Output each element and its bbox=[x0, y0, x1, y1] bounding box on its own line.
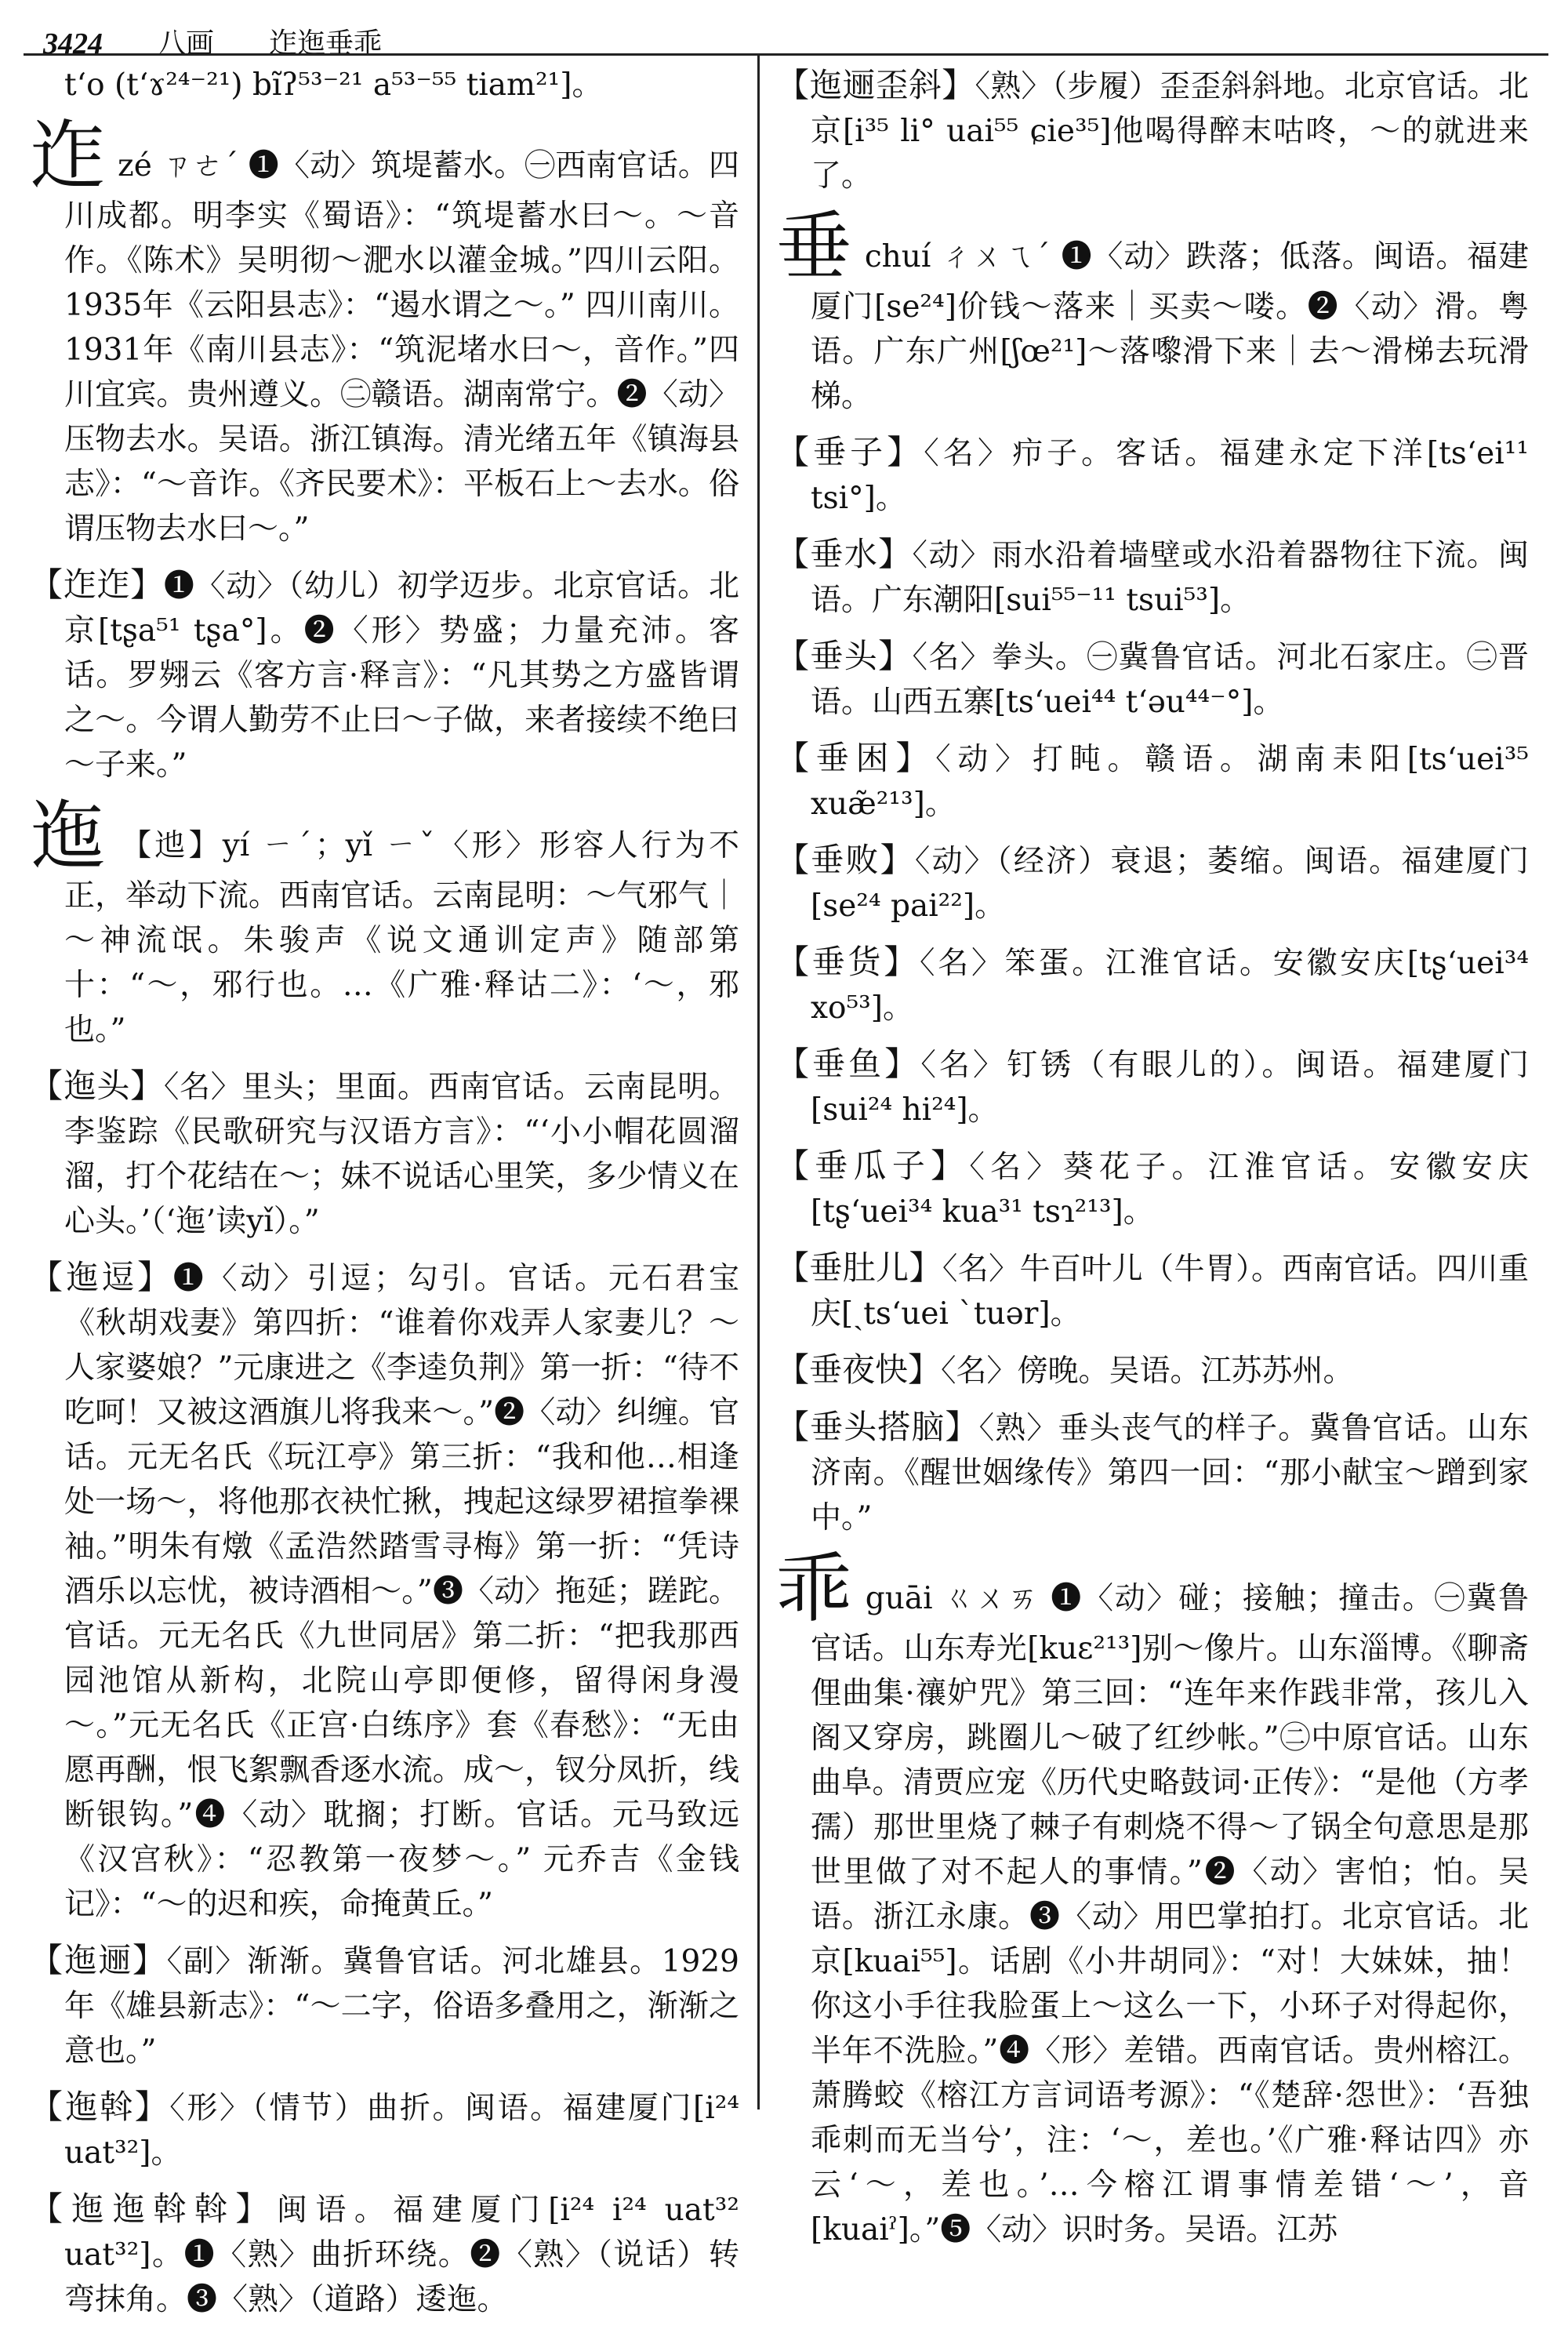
compound-headword: 【垂货】 bbox=[776, 943, 920, 981]
definition-text: 〈名〉笨蛋。江淮官话。安徽安庆[tʂ‘uei³⁴ xo⁵³]。 bbox=[811, 946, 1529, 1026]
compound-entry bbox=[776, 1405, 1529, 1540]
compound-headword: 【迤逦歪斜】 bbox=[776, 66, 975, 104]
compound-headword: 【垂夜快】 bbox=[776, 1350, 942, 1389]
stroke-section: 八画 bbox=[158, 27, 215, 60]
definition-text: chuí ㄔㄨㄟˊ ❶〈动〉跌落；低落。闽语。福建厦门[se²⁴]价钱～落来｜买卖～喽。❷〈动〉滑。粤语。广东广州[ʃœ²¹]～落嚟滑下来｜去～滑梯去玩滑梯。 bbox=[811, 239, 1529, 414]
continued-text bbox=[30, 63, 739, 107]
compound-entry bbox=[776, 736, 1529, 827]
compound-entry bbox=[776, 63, 1529, 198]
compound-headword: 【迤逦】 bbox=[30, 1941, 167, 1979]
definition-text: ❶〈动〉（幼儿）初学迈步。北京官话。北京[tʂa⁵¹ tʂa°]。❷〈形〉势盛；力量充沛。客话。罗翙云《客方言·释言》：“凡其势之方盛皆谓之～。今谓人勤劳不止曰～子做，来者接续不绝曰～子来。” bbox=[64, 569, 739, 783]
compound-headword: 【迤头】 bbox=[30, 1067, 164, 1105]
column-divider bbox=[757, 55, 760, 2110]
definition-text: 〈名〉钉锈（有眼儿的）。闽语。福建厦门[sui²⁴ hi²⁴]。 bbox=[811, 1048, 1529, 1128]
header-characters: 迮迤垂乖 bbox=[269, 27, 383, 60]
definition-text: t‘o (t‘ɤ²⁴⁻²¹) bĩʔ⁵³⁻²¹ a⁵³⁻⁵⁵ tiam²¹]。 bbox=[64, 67, 603, 103]
compound-headword: 【垂水】 bbox=[776, 535, 913, 573]
compound-headword: 【垂头】 bbox=[776, 637, 913, 675]
definition-text: 〈动〉（经济）衰退；萎缩。闽语。福建厦门[se²⁴ pai²²]。 bbox=[811, 844, 1529, 924]
definition-text: 〈名〉疖子。客话。福建永定下洋[ts‘ei¹¹ tsi°]。 bbox=[811, 436, 1529, 516]
headword-entry bbox=[776, 203, 1529, 419]
definition-text: 〈动〉雨水沿着墙壁或水沿着器物往下流。闽语。广东潮阳[sui⁵⁵⁻¹¹ tsui⁵³]。 bbox=[811, 538, 1529, 618]
definition-text: 〈形〉（情节）曲折。闽语。福建厦门[i²⁴ uat³²]。 bbox=[64, 2091, 739, 2171]
headword-entry bbox=[30, 112, 739, 551]
compound-entry bbox=[30, 1063, 739, 1244]
compound-entry bbox=[776, 430, 1529, 521]
compound-headword: 【垂瓜子】 bbox=[776, 1147, 970, 1185]
definition-text: zé ㄗㄜˊ ❶〈动〉筑堤蓄水。㊀西南官话。四川成都。明李实《蜀语》：“筑堤蓄水曰～。～音作。《陈术》吴明彻～淝水以灌金城。”四川云阳。1935年《云阳县志》：“遏水谓之～。” 四川南川。1931年《南川县志》：“筑泥堵水曰～，音作。”四川宜宾。贵州遵义。㊁赣语。湖南常宁。❷〈动〉压物去水。吴语。浙江镇海。清光绪五年《镇海县志》：“～音诈。《齐民要术》：平板石上～去水。俗谓压物去水曰～。” bbox=[64, 148, 739, 547]
compound-entry bbox=[30, 2084, 739, 2175]
definition-text: 〈名〉拳头。㊀冀鲁官话。河北石家庄。㊁晋语。山西五寨[ts‘uei⁴⁴ t‘əu⁴⁴⁻°]。 bbox=[811, 640, 1529, 720]
headword-character: 垂 bbox=[776, 203, 852, 291]
compound-entry bbox=[776, 838, 1529, 928]
compound-entry bbox=[776, 532, 1529, 623]
definition-text: ❶〈动〉引逗；勾引。官话。元石君宝《秋胡戏妻》第四折：“谁着你戏弄人家妻儿？～人家婆娘？”元康进之《李逵负荆》第一折：“待不吃呵！又被这酒旗儿将我来～。”❷〈动〉纠缠。官话。元无名氏《玩江亭》第三折：“我和他…相逢处一场～，将他那衣袂忙揪，拽起这绿罗裙揎拳裸袖。”明朱有燉《孟浩然踏雪寻梅》第一折：“凭诗酒乐以忘忧，被诗酒相～。”❸〈动〉拖延；蹉跎。官话。元无名氏《九世同居》第二折：“把我那西园池馆从新构，北院山亭即便修，留得闲身漫～。”元无名氏《正宫·白练序》套《春愁》：“无由愿再酬，恨飞絮飘香逐水流。成～，钗分凤折，线断银钩。”❹〈动〉耽搁；打断。官话。元马致远《汉宫秋》：“忍教第一夜梦～。” 元乔吉《金钱记》：“～的迟和疾，命掩黄丘。” bbox=[64, 1261, 739, 1922]
compound-entry bbox=[776, 1143, 1529, 1234]
definition-text: 〈名〉牛百叶儿（牛胃）。西南官话。四川重庆[ˏts‘uei ˋtuər]。 bbox=[811, 1252, 1529, 1332]
definition-text: 〈动〉打盹。赣语。湖南耒阳[ts‘uei³⁵ xuæ̃²¹³]。 bbox=[811, 742, 1529, 822]
headword-character: 迤 bbox=[30, 792, 109, 880]
compound-headword: 【迮迮】 bbox=[30, 565, 164, 604]
compound-headword: 【迤斡】 bbox=[30, 2088, 170, 2126]
headword-entry bbox=[776, 1545, 1530, 2252]
compound-headword: 【垂肚儿】 bbox=[776, 1248, 942, 1287]
compound-entry bbox=[776, 939, 1529, 1030]
compound-entry bbox=[30, 2186, 739, 2322]
definition-text: 〈名〉葵花子。江淮官话。安徽安庆[tʂ‘uei³⁴ kua³¹ tsɿ²¹³]。 bbox=[811, 1150, 1529, 1230]
headword-character: 迮 bbox=[30, 112, 106, 200]
definition-text: 〈名〉里头；里面。西南官话。云南昆明。李鉴踪《民歌研究与汉语方言》：“‘小小帽花圆溜溜，打个花结在～；妹不说话心里笑，多少情义在心头。’（‘迤’读yǐ）。” bbox=[64, 1070, 739, 1239]
definition-text: 〈熟〉垂头丧气的样子。冀鲁官话。山东济南。《醒世姻缘传》第四一回：“那小献宝～蹭到家中。” bbox=[811, 1411, 1529, 1535]
compound-entry bbox=[776, 1245, 1529, 1336]
compound-entry bbox=[30, 1255, 739, 1927]
compound-headword: 【垂败】 bbox=[776, 841, 915, 879]
page-number: 3424 bbox=[43, 27, 103, 60]
definition-text: 闽语。福建厦门[i²⁴ i²⁴ uat³² uat³²]。❶〈熟〉曲折环绕。❷〈熟〉（说话）转弯抹角。❸〈熟〉（道路）逶迤。 bbox=[64, 2193, 739, 2317]
compound-entry bbox=[776, 1041, 1529, 1132]
header-rule bbox=[24, 53, 1548, 56]
compound-headword: 【垂鱼】 bbox=[776, 1045, 921, 1083]
compound-entry bbox=[30, 1938, 739, 2073]
definition-text: 〈名〉傍晚。吴语。江苏苏州。 bbox=[941, 1354, 1354, 1389]
left-column bbox=[30, 63, 739, 2333]
compound-headword: 【垂子】 bbox=[776, 433, 924, 471]
definition-text: 〈副〉渐渐。冀鲁官话。河北雄县。1929年《雄县新志》：“～二字，俗语多叠用之，渐渐之意也。” bbox=[64, 1944, 739, 2069]
definition-text: guāi ㄍㄨㄞ ❶〈动〉碰；接触；撞击。㊀冀鲁官话。山东寿光[kuɛ²¹³]别～像片。山东淄博。《聊斋俚曲集·禳妒咒》第三回：“连年来作践非常，孩儿入阁又穿房，跳圈儿～破了红纱帐。”㊁中原官话。山东曲阜。清贾应宠《历代史略鼓词·正传》：“是他（方孝孺）那世里烧了棘子有刺烧不得～了锅全句意思是那世里做了对不起人的事情。”❷〈动〉害怕；怕。吴语。浙江永康。❸〈动〉用巴掌拍打。北京官话。北京[kuai⁵⁵]。话剧《小井胡同》：“对！大妹妹，抽！你这小手往我脸蛋上～这么一下，小环子对得起你，半年不洗脸。”❹〈形〉差错。西南官话。贵州榕江。萧腾蛟《榕江方言词语考源》：“《楚辞·怨世》：‘吾独乖刺而无当兮’，注：‘～，差也。’《广雅·释诂四》亦云‘～，差也。’…今榕江谓事情差错‘～’，音[kuaiˀ]。”❺〈动〉识时务。吴语。江苏 bbox=[811, 1581, 1530, 2248]
compound-entry bbox=[30, 562, 739, 787]
right-column bbox=[776, 63, 1529, 2263]
compound-headword: 【垂困】 bbox=[776, 739, 936, 777]
compound-headword: 【垂头搭脑】 bbox=[776, 1408, 979, 1446]
headword-entry bbox=[30, 792, 740, 1052]
compound-headword: 【迤迤斡斡】 bbox=[30, 2189, 277, 2228]
definition-text: 〈熟〉（步履）歪歪斜斜地。北京官话。北京[i³⁵ li° uai⁵⁵ ɕie³⁵]他喝得醉末咕咚，～的就进来了。 bbox=[811, 69, 1529, 194]
definition-text: 【迆】yí ㄧˊ；yǐ ㄧˇ〈形〉形容人行为不正，举动下流。西南官话。云南昆明：～气邪气｜～神流氓。朱骏声《说文通训定声》随部第十：“～，邪行也。…《广雅·释诂二》：‘～，邪也。” bbox=[64, 828, 740, 1048]
compound-headword: 【迤逗】 bbox=[30, 1258, 173, 1296]
headword-character: 乖 bbox=[776, 1545, 853, 1633]
compound-entry bbox=[776, 634, 1529, 725]
compound-entry bbox=[776, 1347, 1529, 1394]
